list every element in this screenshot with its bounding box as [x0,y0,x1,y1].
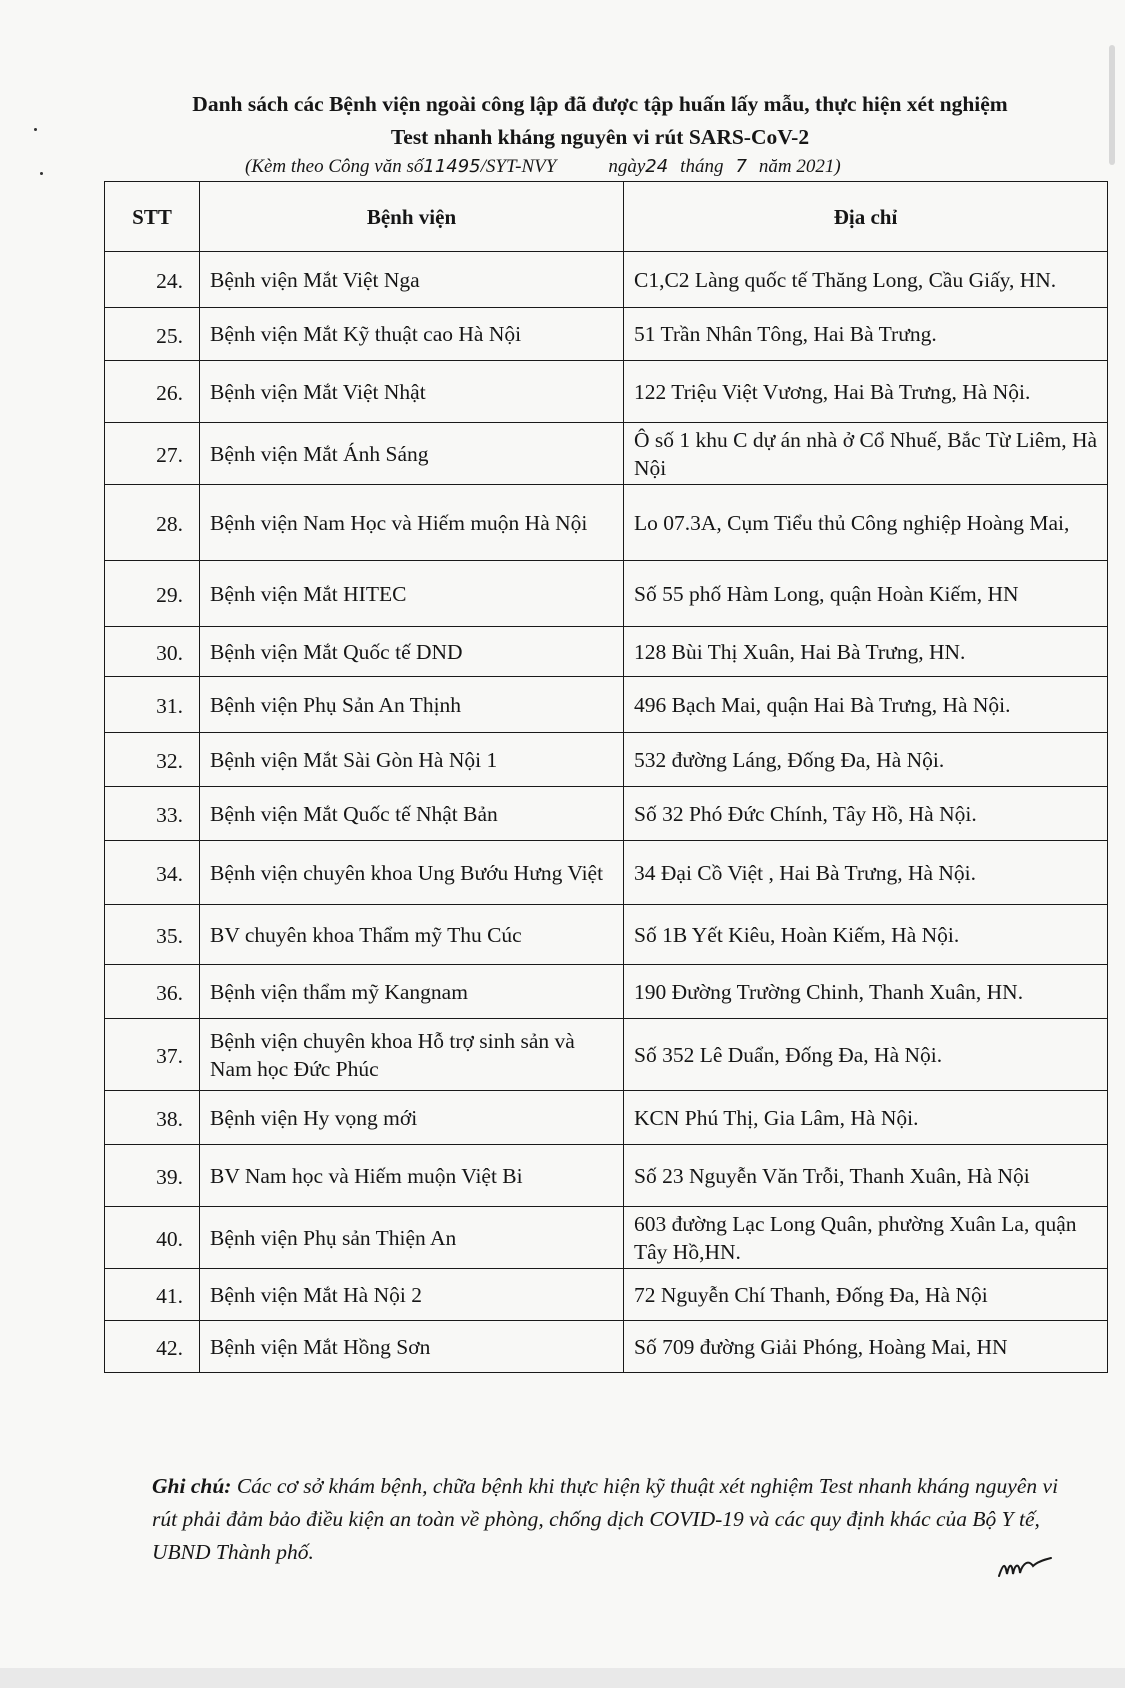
table-row [105,423,1108,485]
row-address: Số 32 Phó Đức Chính, Tây Hồ, Hà Nội. [624,787,1108,841]
handwritten-day: 24 [645,156,669,177]
row-hospital: Bệnh viện Hy vọng mới [200,1091,624,1145]
row-hospital: Bệnh viện chuyên khoa Ung Bướu Hưng Việt [200,841,624,905]
table-header-row [105,182,1108,252]
table-row [105,787,1108,841]
row-stt: 39. [105,1145,200,1207]
row-stt: 35. [105,905,200,965]
row-hospital: BV Nam học và Hiếm muộn Việt Bi [200,1145,624,1207]
table-row [105,1207,1108,1269]
row-hospital: Bệnh viện Mắt Hà Nội 2 [200,1269,624,1321]
subtitle-prefix: (Kèm theo Công văn số [245,156,424,177]
row-hospital: Bệnh viện Mắt Hồng Sơn [200,1321,624,1373]
row-address: Số 1B Yết Kiêu, Hoàn Kiếm, Hà Nội. [624,905,1108,965]
handwritten-doc-number: 11495 [423,156,481,177]
row-address: Ô số 1 khu C dự án nhà ở Cổ Nhuế, Bắc Từ Liêm, Hà Nội [624,423,1108,485]
document-title [100,88,1100,154]
table-row [105,1145,1108,1207]
subtitle-day-label: ngày [608,156,646,177]
subtitle-month-label: tháng [680,156,724,177]
table-row [105,1321,1108,1373]
scan-speck [40,172,43,175]
table-row [105,965,1108,1019]
table-row [105,677,1108,733]
row-stt: 37. [105,1019,200,1091]
row-address: Lo 07.3A, Cụm Tiểu thủ Công nghiệp Hoàng Mai, [624,485,1108,561]
table-row [105,1091,1108,1145]
row-stt: 38. [105,1091,200,1145]
initials-signature [995,1550,1055,1584]
table-row [105,252,1108,308]
row-stt: 40. [105,1207,200,1269]
row-address: 72 Nguyễn Chí Thanh, Đống Đa, Hà Nội [624,1269,1108,1321]
row-stt: 36. [105,965,200,1019]
row-address: Số 709 đường Giải Phóng, Hoàng Mai, HN [624,1321,1108,1373]
row-address: Số 352 Lê Duẩn, Đống Đa, Hà Nội. [624,1019,1108,1091]
header-stt: STT [105,182,200,252]
row-address: 34 Đại Cồ Việt , Hai Bà Trưng, Hà Nội. [624,841,1108,905]
title-line-2: Test nhanh kháng nguyên vi rút SARS-CoV-2 [390,125,810,149]
header-hospital: Bệnh viện [200,182,624,252]
table-row [105,733,1108,787]
header-address: Địa chỉ [624,182,1108,252]
note-text: Các cơ sở khám bệnh, chữa bệnh khi thực hiện kỹ thuật xét nghiệm Test nhanh kháng nguyên vi rút phải đảm bảo điều kiện an toàn về phòng, chống dịch COVID-19 và các quy định khác của Bộ Y tế, UBND Thành phố. [152,1474,1059,1564]
footnote [152,1470,1072,1569]
row-stt: 28. [105,485,200,561]
row-hospital: Bệnh viện Phụ Sản An Thịnh [200,677,624,733]
row-stt: 30. [105,627,200,677]
hospital-table [104,181,1108,1373]
row-hospital: Bệnh viện Nam Học và Hiếm muộn Hà Nội [200,485,624,561]
row-address: 122 Triệu Việt Vương, Hai Bà Trưng, Hà Nội. [624,361,1108,423]
row-address: 603 đường Lạc Long Quân, phường Xuân La, quận Tây Hồ,HN. [624,1207,1108,1269]
row-hospital: Bệnh viện thẩm mỹ Kangnam [200,965,624,1019]
row-address: C1,C2 Làng quốc tế Thăng Long, Cầu Giấy, HN. [624,252,1108,308]
row-address: 532 đường Láng, Đống Đa, Hà Nội. [624,733,1108,787]
row-address: 496 Bạch Mai, quận Hai Bà Trưng, Hà Nội. [624,677,1108,733]
row-stt: 29. [105,561,200,627]
table-row [105,308,1108,361]
row-address: KCN Phú Thị, Gia Lâm, Hà Nội. [624,1091,1108,1145]
row-stt: 27. [105,423,200,485]
subtitle-year: năm 2021) [758,156,841,177]
scrollbar[interactable] [1109,45,1115,165]
row-hospital: Bệnh viện Mắt Sài Gòn Hà Nội 1 [200,733,624,787]
scan-speck [34,128,37,131]
table-row [105,361,1108,423]
row-hospital: Bệnh viện chuyên khoa Hỗ trợ sinh sản và Nam học Đức Phúc [200,1019,624,1091]
row-hospital: BV chuyên khoa Thẩm mỹ Thu Cúc [200,905,624,965]
handwritten-month: 7 [735,156,747,177]
row-stt: 31. [105,677,200,733]
row-address: Số 55 phố Hàm Long, quận Hoàn Kiếm, HN [624,561,1108,627]
subtitle-code: /SYT-NVY [480,156,557,177]
table-row [105,1269,1108,1321]
row-stt: 41. [105,1269,200,1321]
document-subtitle [245,156,841,178]
row-address: Số 23 Nguyễn Văn Trỗi, Thanh Xuân, Hà Nội [624,1145,1108,1207]
row-stt: 33. [105,787,200,841]
row-hospital: Bệnh viện Mắt Việt Nga [200,252,624,308]
row-address: 190 Đường Trường Chinh, Thanh Xuân, HN. [624,965,1108,1019]
row-hospital: Bệnh viện Mắt HITEC [200,561,624,627]
row-hospital: Bệnh viện Mắt Kỹ thuật cao Hà Nội [200,308,624,361]
table-row [105,485,1108,561]
table-row [105,841,1108,905]
table-row [105,1019,1108,1091]
row-stt: 34. [105,841,200,905]
table-row [105,627,1108,677]
title-line-1: Danh sách các Bệnh viện ngoài công lập đã được tập huấn lấy mẫu, thực hiện xét nghiệm [192,92,1008,116]
table-row [105,561,1108,627]
row-hospital: Bệnh viện Phụ sản Thiện An [200,1207,624,1269]
note-label: Ghi chú: [152,1474,232,1498]
row-stt: 32. [105,733,200,787]
row-address: 128 Bùi Thị Xuân, Hai Bà Trưng, HN. [624,627,1108,677]
table-body [105,252,1108,1373]
row-stt: 25. [105,308,200,361]
row-stt: 42. [105,1321,200,1373]
table-row [105,905,1108,965]
row-hospital: Bệnh viện Mắt Quốc tế Nhật Bản [200,787,624,841]
row-hospital: Bệnh viện Mắt Quốc tế DND [200,627,624,677]
row-stt: 26. [105,361,200,423]
row-hospital: Bệnh viện Mắt Việt Nhật [200,361,624,423]
row-address: 51 Trần Nhân Tông, Hai Bà Trưng. [624,308,1108,361]
row-stt: 24. [105,252,200,308]
row-hospital: Bệnh viện Mắt Ánh Sáng [200,423,624,485]
